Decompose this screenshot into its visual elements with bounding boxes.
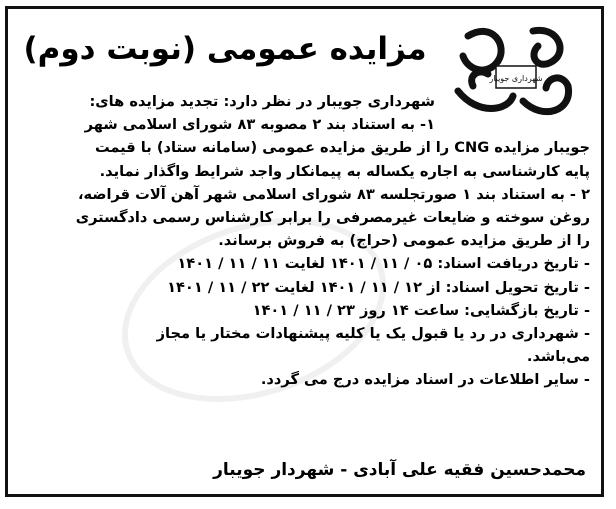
notice-line-intro: شهرداری جویبار در نظر دارد: تجدید مزایده های: (89, 93, 435, 110)
notice-line-item1-cont: جویبار مزایده CNG را از طریق مزایده عمومی (سامانه ستاد) با قیمت (94, 139, 590, 157)
notice-body (16, 90, 590, 392)
notice-title: مزایده عمومی (نوبت دوم) (23, 31, 427, 67)
notice-signature: محمدحسین فقیه علی آبادی - شهردار جویبار (213, 460, 586, 480)
notice-line-delivery-date: - تاریخ تحویل اسناد: از ۱۲ / ۱۱ / ۱۴۰۱ لغایت ۲۲ / ۱۱ / ۱۴۰۱ (167, 278, 590, 296)
notice-line-other-info: - سایر اطلاعات در اسناد مزایده درج می گردد. (260, 371, 590, 389)
notice-line-receive-date: - تاریخ دریافت اسناد: ۰۵ / ۱۱ / ۱۴۰۱ لغایت ۱۱ / ۱۱ / ۱۴۰۱ (177, 255, 590, 273)
notice-line-item2-end: را از طریق مزایده عمومی (حراج) به فروش برساند. (218, 232, 590, 250)
notice-line-item1-end: پایه کارشناسی به اجاره یکساله به پیمانکار واجد شرایط واگذار نماید. (99, 162, 590, 180)
notice-line-item1: ۱- به استناد بند ۲ مصوبه ۸۳ شورای اسلامی شهر (84, 116, 435, 134)
notice-line-item2: ۲ - به استناد بند ۱ صورتجلسه ۸۳ شورای اسلامی شهر آهن آلات قراضه، (77, 185, 590, 203)
notice-line-item2-cont: روغن سوخته و ضایعات غیرمصرفی را برابر کارشناس رسمی دادگستری (75, 209, 590, 227)
notice-line-rights: - شهرداری در رد یا قبول یک یا کلیه پیشنهادات مختار یا مجاز (156, 325, 590, 343)
notice-line-opening-date: - تاریخ بازگشایی: ساعت ۱۴ روز ۲۳ / ۱۱ / ۱۴۰۱ (252, 301, 590, 319)
logo-text: شهرداری جویبار (489, 74, 543, 83)
notice-line-rights-end: می‌باشد. (526, 348, 590, 366)
